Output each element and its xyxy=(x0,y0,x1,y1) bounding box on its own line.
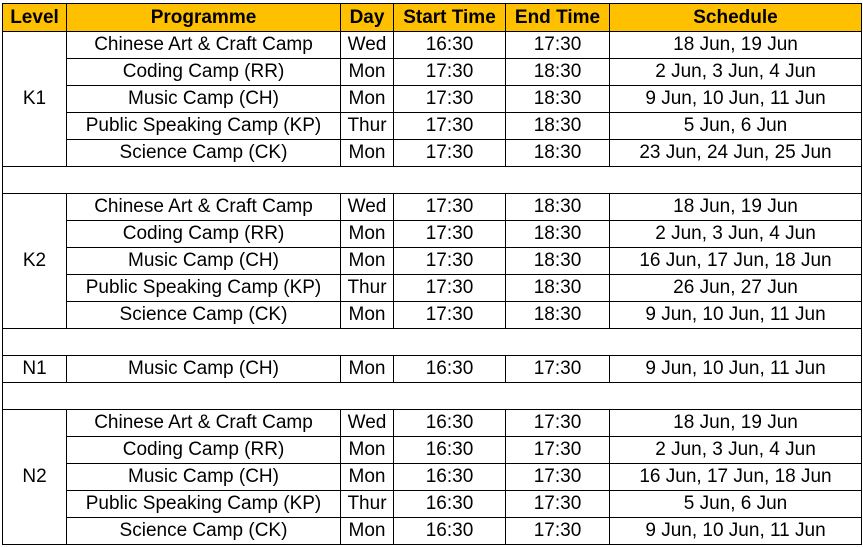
table-row xyxy=(3,221,862,248)
start-time-cell: 17:30 xyxy=(394,140,506,167)
programme-cell: Science Camp (CK) xyxy=(67,140,341,167)
day-cell: Mon xyxy=(341,221,394,248)
start-time-cell: 16:30 xyxy=(394,32,506,59)
day-cell: Mon xyxy=(341,248,394,275)
start-time-cell: 16:30 xyxy=(394,491,506,518)
day-cell: Mon xyxy=(341,437,394,464)
column-header-level: Level xyxy=(3,4,67,32)
day-cell: Mon xyxy=(341,464,394,491)
start-time-cell: 17:30 xyxy=(394,113,506,140)
group-spacer-row xyxy=(3,329,862,356)
end-time-cell: 18:30 xyxy=(506,59,610,86)
start-time-cell: 16:30 xyxy=(394,437,506,464)
day-cell: Wed xyxy=(341,410,394,437)
day-cell: Wed xyxy=(341,194,394,221)
programme-cell: Chinese Art & Craft Camp xyxy=(67,410,341,437)
end-time-cell: 17:30 xyxy=(506,356,610,383)
table-row xyxy=(3,140,862,167)
end-time-cell: 17:30 xyxy=(506,464,610,491)
programme-cell: Public Speaking Camp (KP) xyxy=(67,113,341,140)
schedule-cell: 5 Jun, 6 Jun xyxy=(610,113,862,140)
start-time-cell: 17:30 xyxy=(394,248,506,275)
end-time-cell: 17:30 xyxy=(506,491,610,518)
end-time-cell: 17:30 xyxy=(506,410,610,437)
day-cell: Thur xyxy=(341,275,394,302)
end-time-cell: 18:30 xyxy=(506,113,610,140)
end-time-cell: 18:30 xyxy=(506,302,610,329)
start-time-cell: 17:30 xyxy=(394,59,506,86)
start-time-cell: 16:30 xyxy=(394,518,506,545)
table-row xyxy=(3,518,862,545)
spacer-cell xyxy=(3,383,862,410)
programme-cell: Music Camp (CH) xyxy=(67,356,341,383)
schedule-cell: 18 Jun, 19 Jun xyxy=(610,32,862,59)
schedule-cell: 18 Jun, 19 Jun xyxy=(610,410,862,437)
start-time-cell: 17:30 xyxy=(394,221,506,248)
header-row xyxy=(3,4,862,32)
group-spacer-row xyxy=(3,167,862,194)
level-cell: K2 xyxy=(3,194,67,329)
level-cell: N2 xyxy=(3,410,67,545)
programme-cell: Music Camp (CH) xyxy=(67,248,341,275)
start-time-cell: 16:30 xyxy=(394,410,506,437)
group-spacer-row xyxy=(3,383,862,410)
table-row xyxy=(3,356,862,383)
end-time-cell: 18:30 xyxy=(506,140,610,167)
end-time-cell: 17:30 xyxy=(506,437,610,464)
programme-cell: Public Speaking Camp (KP) xyxy=(67,275,341,302)
day-cell: Mon xyxy=(341,86,394,113)
programme-cell: Public Speaking Camp (KP) xyxy=(67,491,341,518)
schedule-cell: 9 Jun, 10 Jun, 11 Jun xyxy=(610,518,862,545)
day-cell: Mon xyxy=(341,518,394,545)
end-time-cell: 17:30 xyxy=(506,518,610,545)
table-row xyxy=(3,32,862,59)
schedule-cell: 2 Jun, 3 Jun, 4 Jun xyxy=(610,437,862,464)
day-cell: Mon xyxy=(341,356,394,383)
column-header-end-time: End Time xyxy=(506,4,610,32)
table-row xyxy=(3,248,862,275)
start-time-cell: 16:30 xyxy=(394,464,506,491)
end-time-cell: 18:30 xyxy=(506,248,610,275)
end-time-cell: 18:30 xyxy=(506,221,610,248)
schedule-cell: 2 Jun, 3 Jun, 4 Jun xyxy=(610,59,862,86)
spacer-cell xyxy=(3,167,862,194)
table-row xyxy=(3,59,862,86)
end-time-cell: 18:30 xyxy=(506,194,610,221)
schedule-cell: 26 Jun, 27 Jun xyxy=(610,275,862,302)
level-cell: N1 xyxy=(3,356,67,383)
programme-cell: Chinese Art & Craft Camp xyxy=(67,194,341,221)
table-row xyxy=(3,437,862,464)
start-time-cell: 17:30 xyxy=(394,86,506,113)
programme-cell: Music Camp (CH) xyxy=(67,86,341,113)
programme-cell: Science Camp (CK) xyxy=(67,518,341,545)
end-time-cell: 18:30 xyxy=(506,275,610,302)
start-time-cell: 16:30 xyxy=(394,356,506,383)
programme-cell: Chinese Art & Craft Camp xyxy=(67,32,341,59)
table-row xyxy=(3,302,862,329)
table-row xyxy=(3,275,862,302)
start-time-cell: 17:30 xyxy=(394,275,506,302)
column-header-start-time: Start Time xyxy=(394,4,506,32)
programme-cell: Coding Camp (RR) xyxy=(67,437,341,464)
column-header-day: Day xyxy=(341,4,394,32)
table-row xyxy=(3,491,862,518)
column-header-programme: Programme xyxy=(67,4,341,32)
schedule-cell: 9 Jun, 10 Jun, 11 Jun xyxy=(610,302,862,329)
level-cell: K1 xyxy=(3,32,67,167)
schedule-table xyxy=(2,3,862,545)
table-row xyxy=(3,113,862,140)
day-cell: Mon xyxy=(341,59,394,86)
end-time-cell: 18:30 xyxy=(506,86,610,113)
schedule-cell: 9 Jun, 10 Jun, 11 Jun xyxy=(610,356,862,383)
spacer-cell xyxy=(3,329,862,356)
programme-cell: Coding Camp (RR) xyxy=(67,59,341,86)
programme-cell: Coding Camp (RR) xyxy=(67,221,341,248)
schedule-cell: 16 Jun, 17 Jun, 18 Jun xyxy=(610,248,862,275)
day-cell: Thur xyxy=(341,491,394,518)
schedule-cell: 9 Jun, 10 Jun, 11 Jun xyxy=(610,86,862,113)
day-cell: Mon xyxy=(341,302,394,329)
schedule-cell: 23 Jun, 24 Jun, 25 Jun xyxy=(610,140,862,167)
table-row xyxy=(3,86,862,113)
schedule-cell: 16 Jun, 17 Jun, 18 Jun xyxy=(610,464,862,491)
table-body xyxy=(3,32,862,545)
schedule-cell: 5 Jun, 6 Jun xyxy=(610,491,862,518)
start-time-cell: 17:30 xyxy=(394,302,506,329)
table-row xyxy=(3,464,862,491)
column-header-schedule: Schedule xyxy=(610,4,862,32)
schedule-cell: 2 Jun, 3 Jun, 4 Jun xyxy=(610,221,862,248)
day-cell: Thur xyxy=(341,113,394,140)
day-cell: Mon xyxy=(341,140,394,167)
programme-cell: Music Camp (CH) xyxy=(67,464,341,491)
schedule-cell: 18 Jun, 19 Jun xyxy=(610,194,862,221)
table-row xyxy=(3,194,862,221)
programme-cell: Science Camp (CK) xyxy=(67,302,341,329)
table-row xyxy=(3,410,862,437)
start-time-cell: 17:30 xyxy=(394,194,506,221)
day-cell: Wed xyxy=(341,32,394,59)
end-time-cell: 17:30 xyxy=(506,32,610,59)
